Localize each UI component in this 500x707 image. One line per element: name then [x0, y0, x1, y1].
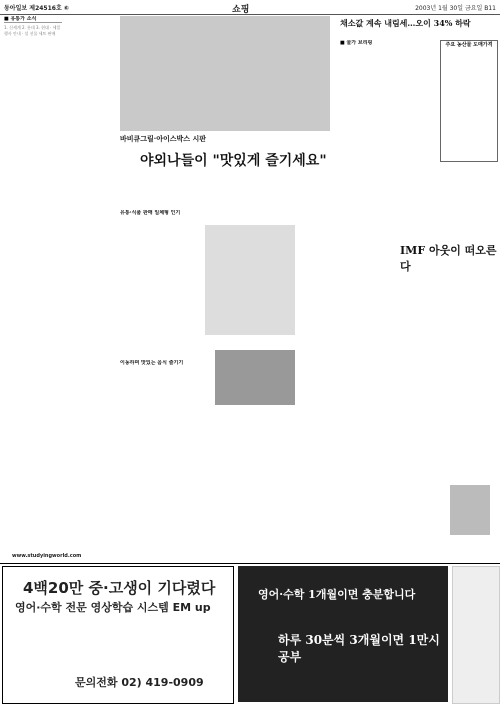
price-box: [440, 40, 498, 162]
dark-ad: [238, 566, 448, 702]
header-date: 2003년 1월 30일 금요일 B11: [415, 5, 496, 12]
left-column: [4, 16, 62, 546]
ad-phone: 문의전화 02) 419-0909: [75, 676, 204, 689]
page-header: [0, 0, 500, 15]
ad-title: 4백20만 중·고생이 기다렸다: [23, 579, 216, 597]
cooler-photo: [215, 350, 295, 405]
dark-ad-line2: 하루 30분씩 3개월이면 1만시 공부: [278, 633, 440, 664]
main-subhead: 바비큐그릴·아이스박스 시판: [120, 134, 207, 143]
main-photo: [120, 16, 330, 131]
left-text: 1. 신세계 2. 롯데 3. 현대 · 세일 행사 안내 · 설 선물 세트 판매: [4, 25, 61, 36]
ad-subtitle: 영어·수학 전문 영상학습 시스템 EM up: [15, 601, 211, 614]
side-ad: [452, 566, 500, 704]
section1-title: 유통·식품 판매 일체형 인기: [120, 210, 181, 216]
dark-ad-line1: 영어·수학 1개월이면 충분합니다: [258, 588, 416, 601]
ad-divider: [0, 563, 500, 564]
price-box-title: 주요 농산물 도매가격: [445, 42, 493, 48]
right-headline: 채소값 계속 내림세…오이 34% 하락: [340, 18, 471, 28]
main-headline: 야외나들이 "맛있게 즐기세요": [140, 153, 327, 169]
grill-photo: [205, 225, 295, 335]
section2-title: 이동하며 맛있는 음식 즐기기: [120, 360, 184, 366]
imf-headline: IMF 아웃이 떠오른다: [400, 244, 497, 273]
header-section: 쇼핑: [232, 5, 250, 15]
site-url: www.studyingworld.com: [12, 553, 82, 559]
header-left: 동아일보 제24516호 ⑥: [4, 5, 69, 12]
author-photo: [450, 485, 490, 535]
left-section-title: ■ 유통가 소식: [4, 16, 62, 23]
right-section: ■ 물가 브리핑: [340, 40, 373, 46]
